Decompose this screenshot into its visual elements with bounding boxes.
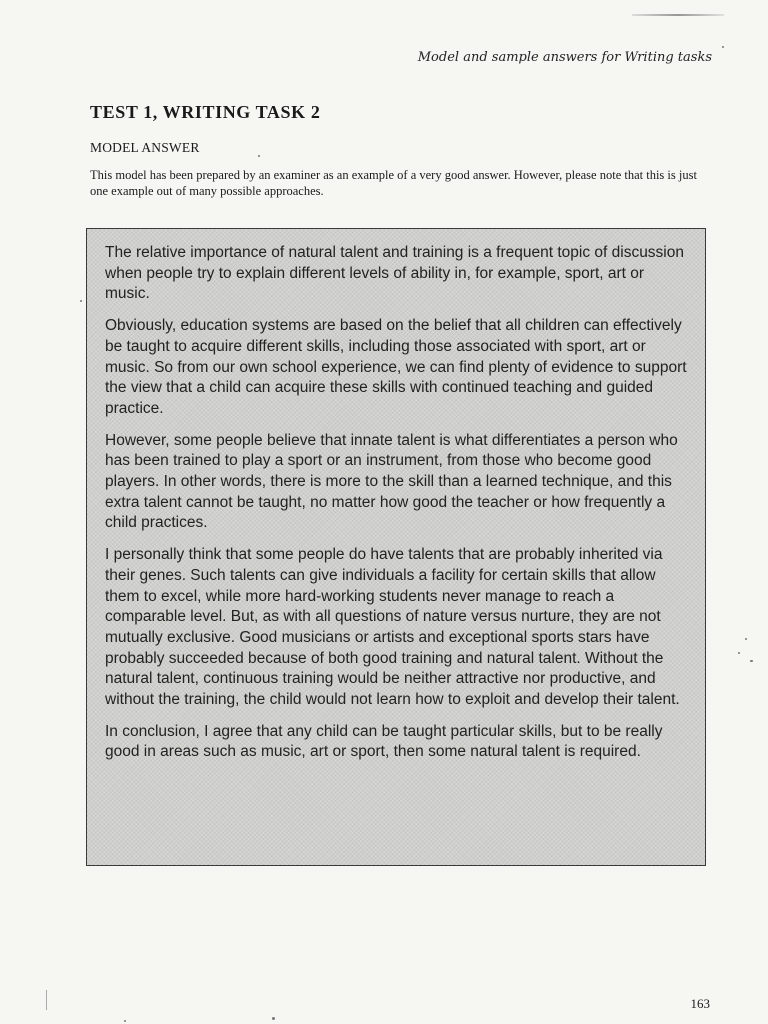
page-number: 163	[690, 996, 710, 1011]
scan-speck	[124, 1020, 126, 1022]
scan-speck	[258, 155, 260, 157]
section-title: TEST 1, WRITING TASK 2	[90, 102, 321, 122]
essay-paragraph-4: I personally think that some people do have talents that are probably inherited via their genes. Such talents can give individuals a facility for certain skills that allow them to excel, while more hard-working students never manage to reach a comparable level. But, as with all questions of nature versus nurture, they are not mutually exclusive. Good musicians or artists and exceptional sports stars have probably succeeded because of both good training and natural talent. Without the natural talent, continuous training would be neither attractive nor productive, and without the training, the child would not learn how to exploit and develop their talent.	[105, 546, 680, 709]
essay-paragraph-5: In conclusion, I agree that any child can be taught particular skills, but to be really good in areas such as music, art or sport, then some natural talent is required.	[105, 722, 663, 761]
scan-speck	[272, 1017, 275, 1020]
running-head: Model and sample answers for Writing tasks	[417, 50, 712, 65]
scan-speck	[46, 990, 47, 1010]
essay-paragraph-2: Obviously, education systems are based on the belief that all children can effectively be taught to acquire different skills, including those associated with sport, art or music. So from our own school experience, we can find plenty of evidence to support the view that a child can acquire these skills with continued teaching and guided practice.	[105, 317, 687, 417]
scan-speck	[745, 638, 747, 640]
scan-speck	[80, 300, 82, 302]
essay-paragraph-1: The relative importance of natural talent and training is a frequent topic of discussion when people try to explain different levels of ability in, for example, sport, art or music.	[105, 244, 684, 303]
intro-note: This model has been prepared by an examiner as an example of a very good answer. However, please note that this is just one example out of many possible approaches.	[90, 168, 697, 198]
scan-speck	[722, 46, 724, 48]
scan-speck	[750, 660, 753, 662]
scan-speck	[738, 652, 740, 654]
essay-paragraph-3: However, some people believe that innate talent is what differentiates a person who has been trained to play a sport or an instrument, from those who become good players. In other words, there is more to the skill than a learned technique, and this extra talent cannot be taught, no matter how good the teacher or how frequently a child practices.	[105, 431, 678, 532]
scan-artifact-line	[632, 14, 724, 16]
model-answer-label: MODEL ANSWER	[90, 140, 200, 155]
model-answer-box	[86, 228, 706, 866]
